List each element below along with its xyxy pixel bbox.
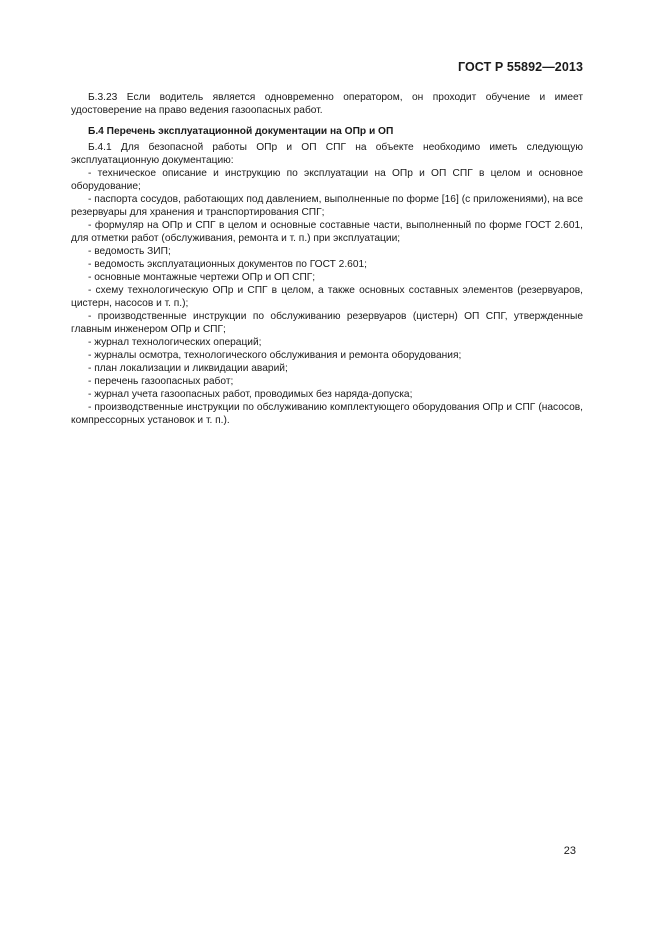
list-item: - ведомость ЗИП; <box>88 246 171 257</box>
clause-b4-1-intro: Б.4.1 Для безопасной работы ОПр и ОП СПГ на объекте необходимо иметь следующую эксплуатационную документацию: <box>71 142 583 166</box>
list-item: - перечень газоопасных работ; <box>88 376 234 387</box>
list-item: - схему технологическую ОПр и СПГ в целом, а также основных составных элементов (резервуаров, цистерн, насосов и т. п.); <box>71 285 583 309</box>
list-item: - производственные инструкции по обслуживанию резервуаров (цистерн) ОП СПГ, утвержденные главным инженером ОПр и СПГ; <box>71 311 583 335</box>
list-item: - основные монтажные чертежи ОПр и ОП СПГ; <box>88 272 316 283</box>
clause-b3-23: Б.3.23 Если водитель является одновременно оператором, он проходит обучение и имеет удостоверение на право ведения газоопасных работ. <box>71 92 583 116</box>
list-item: - техническое описание и инструкцию по эксплуатации на ОПр и ОП СПГ в целом и основное оборудование; <box>71 168 583 192</box>
list-item: - план локализации и ликвидации аварий; <box>88 363 288 374</box>
document-code-header: ГОСТ Р 55892—2013 <box>457 60 583 74</box>
list-item: - производственные инструкции по обслуживанию комплектующего оборудования ОПр и СПГ (насосов, компрессорных установок и т. п.). <box>71 402 583 426</box>
document-body <box>71 91 583 427</box>
list-item: - журналы осмотра, технологического обслуживания и ремонта оборудования; <box>88 350 462 361</box>
list-item: - ведомость эксплуатационных документов по ГОСТ 2.601; <box>88 259 367 270</box>
page-number: 23 <box>563 845 576 857</box>
list-item: - журнал учета газоопасных работ, проводимых без наряда-допуска; <box>88 389 413 400</box>
list-item: - журнал технологических операций; <box>88 337 262 348</box>
list-item: - формуляр на ОПр и СПГ в целом и основные составные части, выполненный по форме ГОСТ 2.601, для отметки работ (обслуживания, ремонта и т. п.) при эксплуатации; <box>71 220 583 244</box>
list-item: - паспорта сосудов, работающих под давлением, выполненные по форме [16] (с приложениями), на все резервуары для хранения и транспортирования СПГ; <box>71 194 583 218</box>
section-b4-title: Б.4 Перечень эксплуатационной документации на ОПр и ОП <box>88 126 394 137</box>
